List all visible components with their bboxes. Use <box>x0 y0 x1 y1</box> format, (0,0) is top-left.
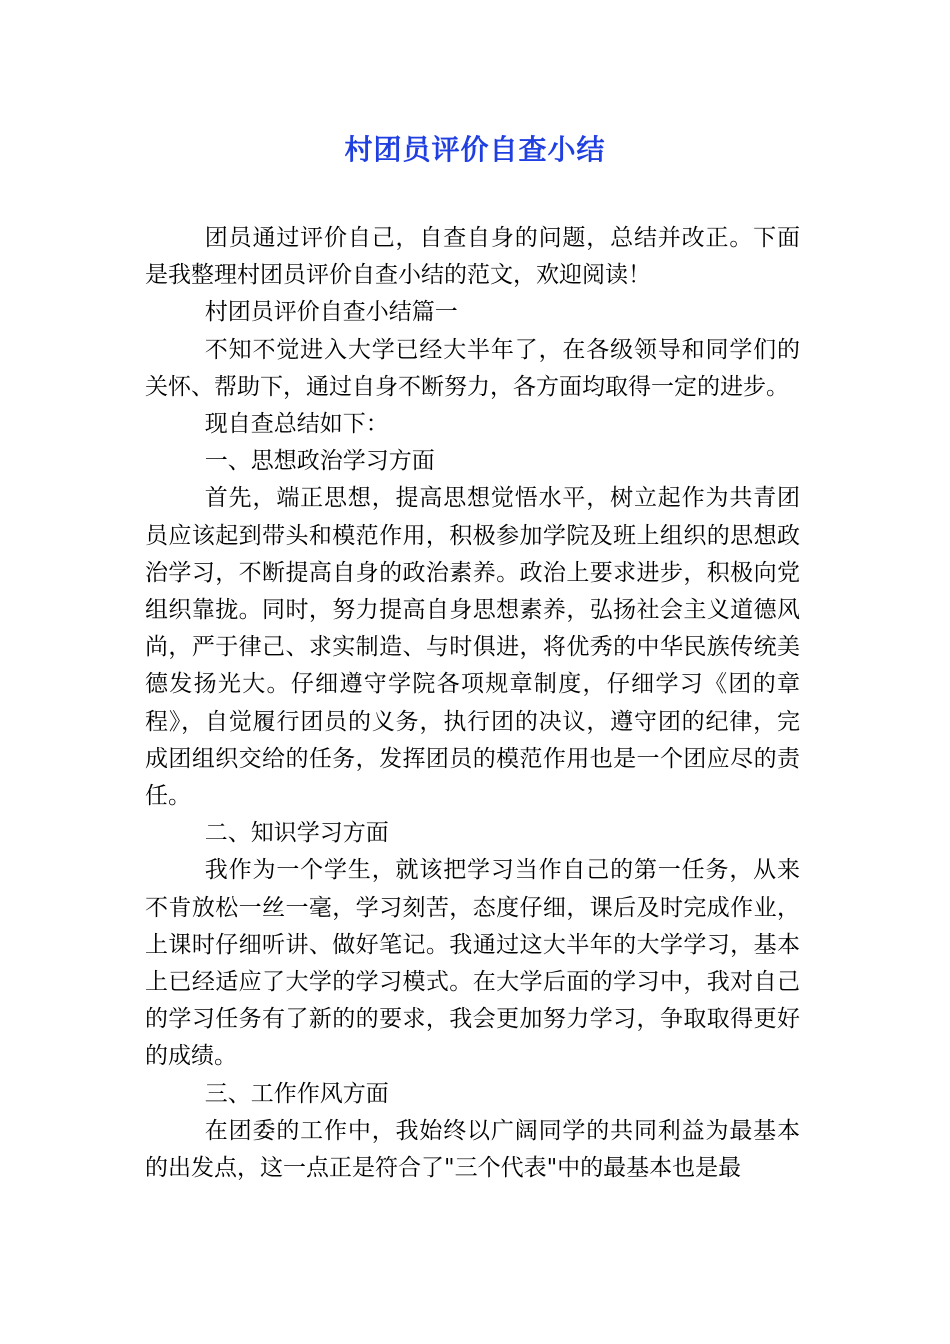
document-body <box>145 220 800 1187</box>
section-heading: 二、知识学习方面 <box>204 820 389 847</box>
paragraph: 在团委的工作中，我始终以广阔同学的共同利益为最基本的出发点，这一点正是符合了"三个代表"中的最基本也是最 <box>145 1117 800 1182</box>
paragraph: 不知不觉进入大学已经大半年了，在各级领导和同学们的关怀、帮助下，通过自身不断努力，各方面均取得一定的进步。 <box>145 336 800 400</box>
section-heading: 村团员评价自查小结篇一 <box>204 299 458 326</box>
section-heading: 三、工作作风方面 <box>204 1080 389 1107</box>
document-title: 村团员评价自查小结 <box>344 133 606 166</box>
paragraph: 现自查总结如下： <box>204 411 389 438</box>
section-heading: 一、思想政治学习方面 <box>204 448 435 475</box>
paragraph: 团员通过评价自己，自查自身的问题，总结并改正。下面是我整理村团员评价自查小结的范文，欢迎阅读！ <box>145 225 800 289</box>
paragraph: 我作为一个学生，就该把学习当作自己的第一任务，从来不肯放松一丝一毫，学习刻苦，态度仔细，课后及时完成作业，上课时仔细听讲、做好笔记。我通过这大半年的大学学习，基本上已经适应了大学的学习模式。在大学后面的学习中，我对自己的学习任务有了新的的要求，我会更加努力学习，争取取得更好的成绩。 <box>145 857 800 1070</box>
paragraph: 首先，端正思想，提高思想觉悟水平，树立起作为共青团员应该起到带头和模范作用，积极参加学院及班上组织的思想政治学习，不断提高自身的政治素养。政治上要求进步，积极向党组织靠拢。同时，努力提高自身思想素养，弘扬社会主义道德风尚，严于律己、求实制造、与时俱进，将优秀的中华民族传统美德发扬光大。仔细遵守学院各项规章制度，仔细学习《团的章程》，自觉履行团员的义务，执行团的决议，遵守团的纪律，完成团组织交给的任务，发挥团员的模范作用也是一个团应尽的责任。 <box>145 485 800 810</box>
